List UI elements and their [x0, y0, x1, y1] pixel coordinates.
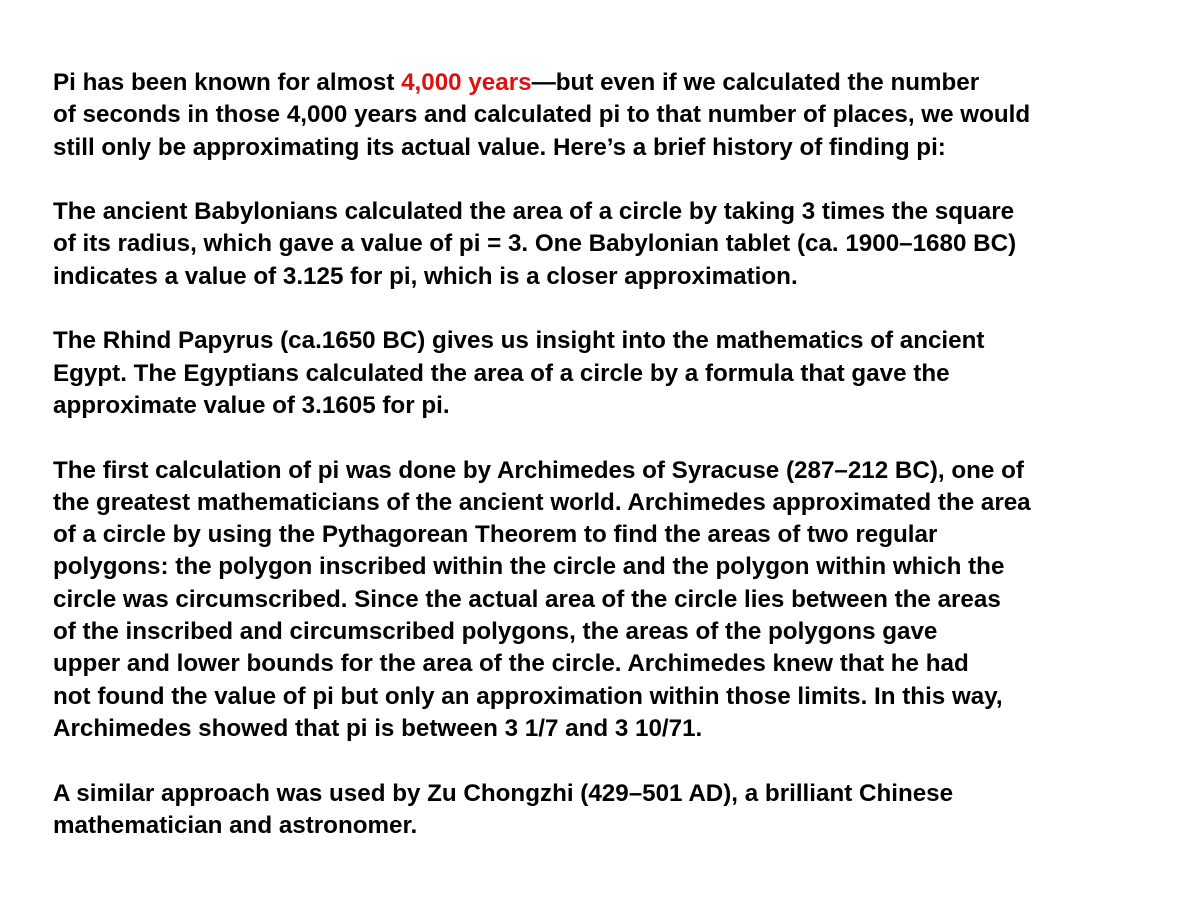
text-segment: Egypt. The Egyptians calculated the area of a circle by a formula that gave the — [53, 359, 950, 387]
rhind-papyrus-paragraph — [53, 325, 1173, 422]
text-line — [53, 358, 1173, 390]
text-line — [53, 325, 1173, 357]
text-segment: mathematician and astronomer. — [53, 811, 418, 839]
highlighted-text: 4,000 years — [401, 69, 532, 96]
text-segment: Archimedes showed that pi is between 3 1/7 and 3 10/71. — [53, 714, 703, 742]
text-line — [53, 487, 1173, 519]
text-segment: polygons: the polygon inscribed within the circle and the polygon within which the — [53, 553, 1005, 581]
text-line — [53, 681, 1173, 713]
text-line — [53, 616, 1173, 648]
text-line — [53, 228, 1173, 260]
text-segment: of a circle by using the Pythagorean Theorem to find the areas of two regular — [53, 521, 938, 549]
text-segment: the greatest mathematicians of the ancient world. Archimedes approximated the area — [53, 488, 1031, 516]
text-segment: The Rhind Papyrus (ca.1650 BC) gives us insight into the mathematics of ancient — [53, 327, 985, 355]
text-line — [53, 551, 1173, 583]
intro-paragraph — [53, 67, 1173, 164]
text-segment: Pi has been known for almost — [53, 69, 402, 96]
text-line — [53, 261, 1173, 293]
text-segment: The first calculation of pi was done by Archimedes of Syracuse (287–212 BC), one of — [53, 456, 1024, 484]
text-line — [53, 390, 1173, 422]
text-line — [53, 810, 1173, 842]
document-body — [53, 67, 1173, 874]
text-line — [53, 519, 1173, 551]
text-line — [53, 455, 1173, 487]
text-line — [53, 196, 1173, 228]
zu-chongzhi-paragraph — [53, 778, 1173, 843]
text-segment: upper and lower bounds for the area of the circle. Archimedes knew that he had — [53, 650, 969, 678]
text-line — [53, 584, 1173, 616]
text-segment: still only be approximating its actual value. Here’s a brief history of finding pi: — [53, 133, 946, 161]
babylonians-paragraph — [53, 196, 1173, 293]
text-segment: approximate value of 3.1605 for pi. — [53, 391, 450, 419]
text-line — [53, 713, 1173, 745]
archimedes-paragraph — [53, 455, 1173, 746]
text-line — [53, 99, 1173, 131]
text-segment: of its radius, which gave a value of pi = 3. One Babylonian tablet (ca. 1900–1680 BC) — [53, 230, 1017, 258]
text-segment: of seconds in those 4,000 years and calculated pi to that number of places, we would — [53, 101, 1031, 129]
text-line — [53, 67, 1173, 99]
text-segment: —but even if we calculated the number — [531, 69, 980, 96]
text-line — [53, 778, 1173, 810]
text-segment: indicates a value of 3.125 for pi, which is a closer approximation. — [53, 262, 798, 290]
text-line — [53, 132, 1173, 164]
text-segment: not found the value of pi but only an approximation within those limits. In this way, — [53, 682, 1003, 710]
text-segment: The ancient Babylonians calculated the area of a circle by taking 3 times the square — [53, 198, 1015, 226]
text-segment: circle was circumscribed. Since the actual area of the circle lies between the areas — [53, 585, 1001, 613]
text-segment: A similar approach was used by Zu Chongzhi (429–501 AD), a brilliant Chinese — [53, 779, 954, 807]
text-line — [53, 648, 1173, 680]
text-segment: of the inscribed and circumscribed polygons, the areas of the polygons gave — [53, 618, 938, 646]
